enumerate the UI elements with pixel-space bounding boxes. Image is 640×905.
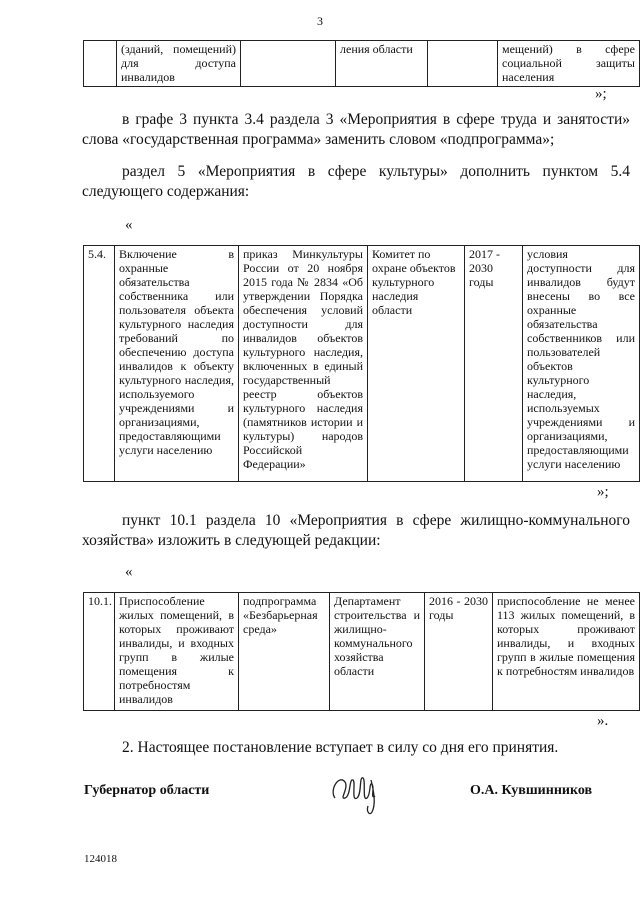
opening-quote: « [125, 217, 133, 233]
closing-quote: »; [597, 484, 609, 500]
closing-quote: ». [597, 713, 609, 729]
result-cell: приспособление не менее 113 жилых помещений, в которых проживают инвалиды, и входных групп в жилые помещения к потребностям инвалидов [493, 593, 640, 711]
item-number: 5.4. [84, 246, 115, 482]
result-cell: условия доступности для инвалидов будут внесены во все охранные обязательства собственников или пользователей объектов культурного наследия, используемых учреждениями и организациями, предоставляющими услуги населению [523, 246, 640, 482]
executor-cell: Департамент строительства и жилищно-коммунального хозяйства области [330, 593, 425, 711]
signature-title: Губернатор области [84, 783, 210, 798]
page-number: 3 [317, 14, 323, 28]
paragraph-4: 2. Настоящее постановление вступает в силу со дня его принятия. [122, 739, 559, 756]
top-cell: ления области [336, 41, 428, 87]
period-cell: 2016 - 2030 годы [425, 593, 493, 711]
table-row [84, 593, 640, 711]
paragraph-2: раздел 5 «Мероприятия в сфере культуры» дополнить пунктом 5.4 следующего содержания: [82, 163, 630, 200]
opening-quote: « [125, 564, 133, 580]
paragraph-3: пункт 10.1 раздела 10 «Мероприятия в сфере жилищно-коммунального хозяйства» изложить в следующей редакции: [82, 512, 630, 549]
footer-code: 124018 [84, 853, 117, 865]
top-cell [428, 41, 498, 87]
handwritten-signature [325, 768, 385, 818]
executor-cell: Комитет по охране объектов культурного наследия области [368, 246, 465, 482]
period-cell: 2017 - 2030 годы [465, 246, 523, 482]
top-cell [84, 41, 117, 87]
closing-quote: »; [595, 86, 607, 102]
measure-table-10-1 [83, 592, 640, 711]
top-cell: мещений) в сфере социальной защиты населения [498, 41, 640, 87]
signature-name: О.А. Кувшинников [470, 783, 593, 798]
basis-cell: подпрограмма «Безбарьерная среда» [239, 593, 330, 711]
top-cell [241, 41, 336, 87]
item-number: 10.1. [84, 593, 115, 711]
measure-cell: Включение в охранные обязательства собственника или пользователя объекта культурного наследия требований по обеспечению доступа инвалидов к объекту культурного наследия, используемого учреждениями и организациями, предоставляющими услуги населению [115, 246, 239, 482]
top-cell: (зданий, помещений) для доступа инвалидов [117, 41, 241, 87]
measure-cell: Приспособление жилых помещений, в которых проживают инвалиды, и входных групп в жилые помещения к потребностям инвалидов [115, 593, 239, 711]
table-row [84, 246, 640, 482]
top-table [83, 40, 640, 87]
paragraph-1: в графе 3 пункта 3.4 раздела 3 «Мероприятия в сфере труда и занятости» слова «государственная программа» заменить словом «подпрограмма»; [82, 111, 630, 148]
measure-table-5-4 [83, 245, 640, 482]
basis-cell: приказ Минкультуры России от 20 ноября 2015 года № 2834 «Об утверждении Порядка обеспечения условий доступности для инвалидов объектов культурного наследия, включенных в единый государственный реестр объектов культурного наследия (памятников истории и культуры) народов Российской Федерации» [239, 246, 368, 482]
